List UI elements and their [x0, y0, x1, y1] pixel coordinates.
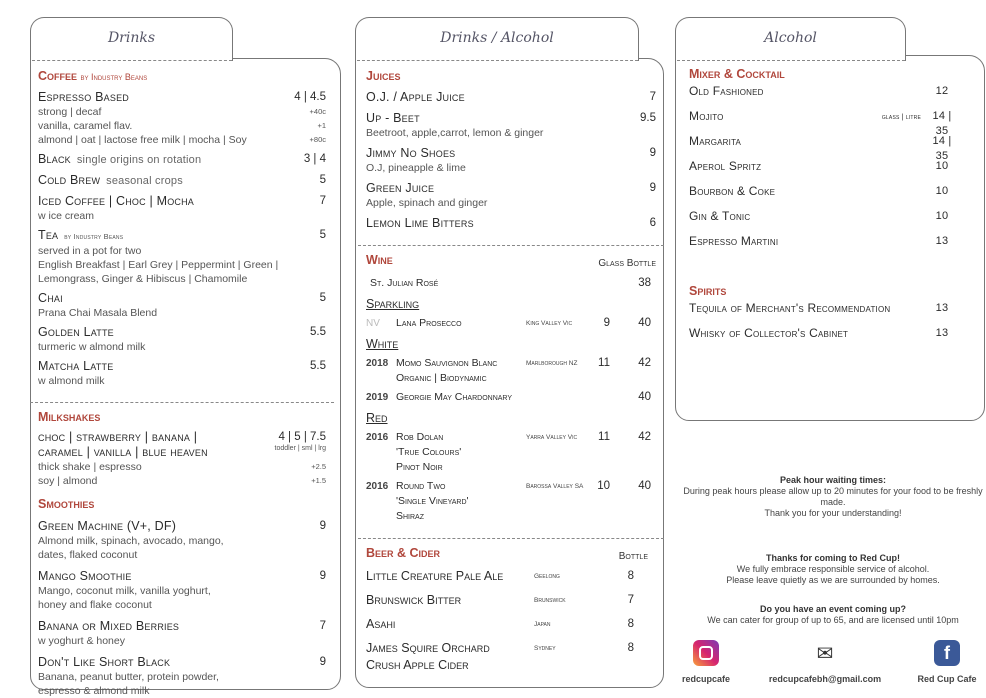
beer-column-header: Bottle	[618, 551, 648, 562]
beer-region: Brunswick	[534, 597, 566, 604]
beer-region: Geelong	[534, 573, 560, 580]
wine-name: Lana Prosecco	[396, 317, 462, 329]
item-name	[38, 194, 326, 209]
item-description	[38, 244, 326, 258]
wine-region: King Valley Vic	[526, 320, 573, 327]
item-name	[38, 655, 326, 670]
drink-name: Tequila of Merchant's Recommendation	[689, 301, 891, 315]
item-size-labels: toddler | sml | lrg	[274, 445, 326, 452]
item-description	[38, 670, 326, 684]
envelope-icon: ✉	[816, 642, 834, 665]
item-description-text: Almond milk, spinach, avocado, mango,	[38, 535, 224, 547]
beer-row	[366, 640, 656, 674]
item-price	[320, 519, 326, 534]
section-title	[689, 66, 959, 82]
beer-region: Japan	[534, 621, 551, 628]
drinks-tab: Drinks	[30, 17, 233, 61]
wine-glass-price: 10	[597, 480, 610, 492]
item-description	[366, 196, 656, 210]
menu-item	[38, 173, 326, 189]
item-description-text: served in a pot for two	[38, 245, 142, 257]
alcohol-tab: Alcohol	[675, 17, 906, 61]
item-price-value: 9	[649, 147, 656, 159]
wine-region: Yarra Valley Vic	[526, 434, 578, 441]
item-description-text: Banana, peanut butter, protein powder,	[38, 671, 219, 683]
item-name-text: Banana or Mixed Berries	[38, 619, 180, 633]
item-description-text: honey and flake coconut	[38, 599, 152, 611]
beer-name: Brunswick Bitter	[366, 593, 462, 607]
alcohol-column	[689, 60, 959, 351]
item-price-value: 5	[319, 292, 326, 304]
item-price-value: 9	[649, 182, 656, 194]
item-price-value: 4 | 5 | 7.5	[278, 431, 326, 443]
item-name	[38, 359, 326, 374]
drinks-column	[38, 62, 326, 698]
section-divider	[358, 538, 664, 539]
item-name	[366, 146, 656, 161]
section-title-text: Smoothies	[38, 497, 95, 511]
beer-row	[366, 616, 656, 633]
wine-name: Georgie May Chardonnary	[396, 391, 513, 403]
wine-bottle-price: 38	[638, 277, 651, 289]
wine-region: Marlborough NZ	[526, 360, 578, 367]
menu-item	[38, 519, 326, 562]
item-name-text: Golden Latte	[38, 325, 114, 339]
item-price-value: 4 | 4.5	[294, 91, 326, 103]
drink-name: Mojito	[689, 109, 724, 123]
wine-name: 'True Colours'	[396, 446, 462, 458]
beer-name: Asahi	[366, 617, 396, 631]
menu-item	[38, 152, 326, 168]
item-description	[38, 374, 326, 388]
wine-bottle-price: 40	[638, 480, 651, 492]
item-description-text: w almond milk	[38, 375, 105, 387]
peak-title: Peak hour waiting times:	[779, 475, 887, 485]
instagram-handle: redcupcafe	[681, 674, 731, 684]
item-name-text: Cold Brew	[38, 173, 101, 187]
item-price	[310, 359, 326, 374]
section-title	[689, 283, 959, 299]
beer-row	[366, 568, 656, 585]
item-description	[38, 474, 326, 488]
cocktail-row	[689, 326, 959, 351]
facebook-link[interactable]	[912, 640, 982, 684]
item-price	[310, 325, 326, 340]
menu-item	[38, 90, 326, 147]
item-description	[38, 258, 326, 272]
cocktail-row	[689, 234, 959, 259]
item-note: by Industry Beans	[64, 232, 124, 241]
wine-name: Round Two	[396, 480, 446, 492]
cocktail-row	[689, 109, 959, 137]
divider	[357, 60, 638, 61]
item-price-value: 5	[319, 174, 326, 186]
wine-row	[366, 430, 656, 475]
menu-item	[366, 111, 656, 140]
thanks-line1: We fully embrace responsible service of alcohol.	[736, 564, 930, 574]
item-name	[366, 90, 656, 105]
section-title-text: Coffee	[38, 69, 78, 83]
item-name	[38, 228, 326, 244]
wine-row	[366, 390, 656, 405]
item-price-value: 9	[319, 656, 326, 668]
item-price-value: 5.5	[310, 360, 326, 372]
item-price	[650, 146, 656, 161]
item-price-value: 3 | 4	[303, 153, 326, 165]
section-title	[366, 545, 656, 561]
item-name-text: Chai	[38, 291, 63, 305]
item-name-text: Jimmy No Shoes	[366, 146, 456, 160]
item-price	[304, 152, 326, 167]
item-price	[650, 216, 656, 231]
beer-name: James Squire Orchard	[366, 641, 490, 655]
item-name	[366, 181, 656, 196]
section-title-text: Mixer & Cocktail	[689, 67, 785, 81]
section-title-text: Wine	[366, 253, 393, 267]
thanks-notice	[680, 553, 986, 586]
item-description-text: Prana Chai Masala Blend	[38, 307, 158, 319]
item-description	[38, 272, 326, 286]
wine-category: Sparkling	[366, 297, 420, 311]
wine-name: Rob Dolan	[396, 431, 444, 443]
divider	[32, 60, 232, 61]
drink-name: Bourbon & Coke	[689, 184, 776, 198]
menu-item	[38, 194, 326, 223]
drinks-alcohol-column	[366, 62, 656, 674]
item-name	[38, 291, 326, 306]
item-name	[38, 325, 326, 340]
beer-row	[366, 592, 656, 609]
cocktail-row	[689, 84, 959, 109]
section-title	[38, 68, 326, 85]
size-labels: glass | litre	[881, 114, 921, 121]
item-description	[38, 306, 326, 320]
wine-category: White	[366, 337, 399, 351]
email-link[interactable]	[760, 640, 890, 684]
wine-name: Pinot Noir	[396, 461, 443, 473]
wine-bottle-price: 40	[638, 391, 651, 403]
item-description-text: Lemongrass, Ginger & Hibiscus | Chamomile	[38, 273, 248, 285]
beer-price: 8	[627, 570, 634, 582]
item-price	[320, 655, 326, 670]
facebook-icon: f	[934, 640, 960, 666]
wine-region: Barossa Valley SA	[526, 483, 584, 490]
item-name-text: Mango Smoothie	[38, 569, 132, 583]
item-name	[38, 90, 326, 105]
item-description-text: vanilla, caramel flav.	[38, 120, 133, 132]
item-name	[38, 569, 326, 584]
drink-name: Whisky of Collector's Cabinet	[689, 326, 849, 340]
item-name-text: Up - Beet	[366, 111, 420, 125]
peak-hour-notice	[680, 475, 986, 519]
item-price-value: 6	[649, 217, 656, 229]
beer-name: Crush Apple Cider	[366, 658, 469, 672]
wine-row	[366, 356, 656, 386]
item-price	[320, 228, 326, 243]
drink-price: 14 | 35	[932, 135, 952, 162]
item-price-value: 7	[319, 195, 326, 207]
section-title-text: Milkshakes	[38, 410, 101, 424]
item-price	[320, 194, 326, 209]
item-description	[38, 634, 326, 648]
item-extra-price: +2.5	[311, 462, 326, 471]
item-name-text: choc | strawberry | banana |	[38, 430, 198, 444]
section-title	[38, 409, 326, 425]
item-description	[38, 584, 326, 598]
drink-name: Gin & Tonic	[689, 209, 751, 223]
beer-price: 8	[627, 642, 634, 654]
drink-price: 14 | 35	[932, 110, 952, 137]
wine-name: 'Single Vineyard'	[396, 495, 469, 507]
wine-glass-price: 11	[598, 357, 610, 369]
item-price-value: 9	[319, 570, 326, 582]
beer-region: Sydney	[534, 645, 556, 652]
item-extra-price: +1	[317, 121, 326, 130]
section-divider	[30, 402, 334, 403]
drink-price: 12	[935, 85, 949, 97]
wine-row	[366, 316, 656, 331]
item-name-text: Green Machine (V+, DF)	[38, 519, 177, 533]
item-description-text: almond | oat | lactose free milk | mocha | Soy	[38, 134, 247, 146]
drink-name: Espresso Martini	[689, 234, 779, 248]
item-price-value: 7	[649, 91, 656, 103]
item-name	[38, 173, 326, 189]
item-name	[38, 152, 326, 168]
menu-item	[38, 569, 326, 612]
item-name-text: O.J. / Apple Juice	[366, 90, 465, 104]
menu-item	[38, 291, 326, 320]
item-name-text: Espresso Based	[38, 90, 129, 104]
item-description-text: espresso & almond milk	[38, 685, 150, 697]
wine-name: St. Julian Rosé	[370, 277, 439, 289]
beer-price: 8	[627, 618, 634, 630]
event-title: Do you have an event coming up?	[759, 604, 907, 614]
wine-year: 2016	[366, 481, 389, 492]
event-text: We can cater for group of up to 65, and are licensed until 10pm	[707, 615, 959, 625]
item-name-text: Green Juice	[366, 181, 435, 195]
item-description	[38, 460, 326, 474]
drink-name: Aperol Spritz	[689, 159, 762, 173]
wine-glass-price: 9	[603, 317, 610, 329]
item-description	[38, 119, 326, 133]
item-name	[38, 519, 326, 534]
item-name	[366, 111, 656, 126]
drinks-alcohol-tab: Drinks / Alcohol	[355, 17, 639, 61]
item-price-value: 9	[319, 520, 326, 532]
drink-price: 13	[935, 235, 949, 247]
section-title-text: Juices	[366, 69, 401, 83]
section-divider	[358, 245, 664, 246]
wine-column-header: Glass Bottle	[598, 258, 656, 269]
item-price	[320, 291, 326, 306]
item-description	[38, 340, 326, 354]
beer-name: Little Creature Pale Ale	[366, 569, 504, 583]
item-description	[38, 534, 326, 548]
menu-item	[366, 90, 656, 105]
item-description	[38, 684, 326, 698]
item-extra-price: +1.5	[311, 476, 326, 485]
wine-glass-price: 11	[598, 431, 610, 443]
divider	[677, 60, 905, 61]
cocktail-row	[689, 301, 959, 326]
drink-price: 13	[935, 302, 949, 314]
item-price	[650, 181, 656, 196]
item-name-text: Don't Like Short Black	[38, 655, 171, 669]
menu-item	[38, 228, 326, 286]
section-title-text: Spirits	[689, 284, 727, 298]
wine-row	[366, 276, 656, 291]
item-price-value: 5.5	[310, 326, 326, 338]
item-description-text: dates, flaked coconut	[38, 549, 138, 561]
item-note: single origins on rotation	[76, 154, 202, 166]
facebook-name: Red Cup Cafe	[917, 674, 977, 684]
item-price	[275, 430, 327, 453]
wine-bottle-price: 40	[638, 317, 651, 329]
item-name-text: Iced Coffee | Choc | Mocha	[38, 194, 195, 208]
drink-name: Old Fashioned	[689, 84, 764, 98]
item-name-text: Black	[38, 152, 71, 166]
item-price	[320, 569, 326, 584]
item-description	[38, 598, 326, 612]
item-price	[650, 90, 656, 105]
drink-price: 10	[935, 210, 949, 222]
item-price	[320, 619, 326, 634]
menu-item	[38, 359, 326, 388]
item-extra-price: +40c	[309, 107, 326, 116]
item-description	[366, 126, 656, 140]
item-description	[38, 548, 326, 562]
beer-header	[366, 545, 656, 561]
item-name	[38, 619, 326, 634]
instagram-link[interactable]	[676, 640, 736, 684]
item-name	[366, 216, 656, 231]
wine-name: Shiraz	[396, 510, 425, 522]
cocktail-row	[689, 184, 959, 209]
menu-item	[366, 216, 656, 231]
item-description-text: Mango, coconut milk, vanilla yoghurt,	[38, 585, 211, 597]
item-description	[38, 133, 326, 147]
cocktail-row	[689, 209, 959, 234]
item-price-value: 7	[319, 620, 326, 632]
wine-year: 2018	[366, 358, 389, 369]
item-price-value: 5	[319, 229, 326, 241]
section-subtitle: by Industry Beans	[80, 72, 148, 82]
menu-item	[366, 181, 656, 210]
item-description	[38, 209, 326, 223]
item-description	[366, 161, 656, 175]
menu-item	[38, 619, 326, 648]
item-name-text: Matcha Latte	[38, 359, 114, 373]
drink-price: 10	[935, 185, 949, 197]
item-description-text: soy | almond	[38, 475, 98, 487]
item-price-value: 9.5	[640, 112, 656, 124]
item-name-text: Tea	[38, 228, 59, 242]
wine-year: NV	[366, 318, 380, 329]
peak-text: During peak hours please allow up to 20 minutes for your food to be freshly made.	[683, 486, 983, 507]
item-name-text: Lemon Lime Bitters	[366, 216, 474, 230]
item-description-text: w yoghurt & honey	[38, 635, 125, 647]
item-description	[38, 105, 326, 119]
wine-bottle-price: 42	[638, 357, 651, 369]
item-price	[294, 90, 326, 105]
section-title	[366, 68, 656, 84]
wine-year: 2016	[366, 432, 389, 443]
menu-item	[38, 325, 326, 354]
menu-item	[366, 146, 656, 175]
section-title-text: Beer & Cider	[366, 546, 441, 560]
drink-price: 13	[935, 327, 949, 339]
item-description-text: Apple, spinach and ginger	[366, 197, 488, 209]
item-price	[320, 173, 326, 188]
wine-name: Momo Sauvignon Blanc	[396, 357, 498, 369]
section-title	[38, 496, 326, 512]
instagram-icon	[693, 640, 719, 666]
wine-category: Red	[366, 411, 388, 425]
wine-row	[366, 479, 656, 524]
menu-item	[38, 430, 326, 488]
wine-name: Organic | Biodynamic	[396, 372, 487, 384]
item-description-text: turmeric w almond milk	[38, 341, 146, 353]
drink-name: Margarita	[689, 134, 742, 148]
wine-header	[366, 252, 656, 268]
item-note: seasonal crops	[106, 175, 183, 187]
thanks-title: Thanks for coming to Red Cup!	[766, 553, 900, 563]
item-name-line2: caramel | vanilla | blue heaven	[38, 445, 208, 459]
beer-price: 7	[627, 594, 634, 606]
item-description-text: w ice cream	[38, 210, 95, 222]
item-description-text: O.J, pineapple & lime	[366, 162, 466, 174]
wine-bottle-price: 42	[638, 431, 651, 443]
wine-year: 2019	[366, 392, 389, 403]
item-description-text: thick shake | espresso	[38, 461, 142, 473]
drink-price: 10	[935, 160, 949, 172]
event-notice	[680, 604, 986, 626]
item-description-text: strong | decaf	[38, 106, 102, 118]
thanks-line2: Please leave quietly as we are surrounded by homes.	[726, 575, 940, 585]
cocktail-row	[689, 159, 959, 184]
item-description-text: English Breakfast | Earl Grey | Peppermint | Green |	[38, 259, 279, 271]
menu-item	[38, 655, 326, 698]
item-extra-price: +80c	[309, 135, 326, 144]
cocktail-row	[689, 134, 959, 162]
item-price	[640, 111, 656, 126]
peak-thanks: Thank you for your understanding!	[764, 508, 902, 518]
email-address: redcupcafebh@gmail.com	[768, 674, 882, 684]
item-description-text: Beetroot, apple,carrot, lemon & ginger	[366, 127, 544, 139]
